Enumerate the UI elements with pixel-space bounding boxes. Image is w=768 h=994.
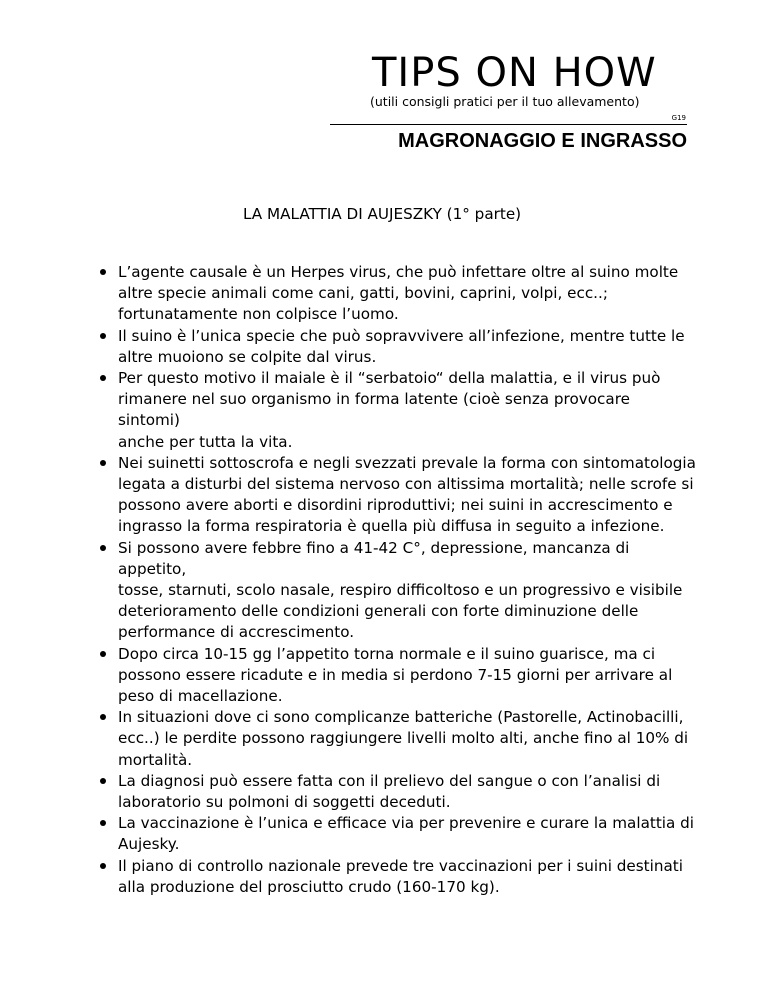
bullet-line: ecc..) le perdite possono raggiungere livelli molto alti, anche fino al 10% di	[118, 729, 689, 748]
bullet-dot-icon	[100, 375, 106, 381]
bullet-dot-icon	[100, 333, 106, 339]
bullet-item	[96, 262, 696, 326]
bullet-line: rimanere nel suo organismo in forma latente (cioè senza provocare sintomi)	[118, 390, 630, 430]
bullet-dot-icon	[100, 778, 106, 784]
bullet-line: Dopo circa 10-15 gg l’appetito torna normale e il suino guarisce, ma ci	[118, 644, 656, 663]
bullet-line: ingrasso la forma respiratoria è quella più diffusa in seguito a infezione.	[118, 517, 665, 536]
bullet-dot-icon	[100, 863, 106, 869]
bullet-line: alla produzione del prosciutto crudo (160-170 kg).	[118, 877, 500, 896]
header-subtitle: (utili consigli pratici per il tuo allevamento)	[370, 94, 640, 109]
bullet-line: fortunatamente non colpisce l’uomo.	[118, 305, 399, 324]
document-heading: LA MALATTIA DI AUJESZKY (1° parte)	[243, 205, 522, 223]
bullet-line: laboratorio su polmoni di soggetti deceduti.	[118, 793, 451, 812]
bullet-line: Il piano di controllo nazionale prevede tre vaccinazioni per i suini destinati	[118, 856, 683, 875]
bullet-item	[96, 707, 696, 771]
bullet-line: L’agente causale è un Herpes virus, che può infettare oltre al suino molte	[118, 263, 679, 281]
bullet-line: In situazioni dove ci sono complicanze batteriche (Pastorelle, Actinobacilli,	[118, 708, 684, 727]
bullet-line: possono avere aborti e disordini riproduttivi; nei suini in accrescimento e	[118, 496, 673, 515]
bullet-dot-icon	[100, 651, 106, 657]
bullet-line: mortalità.	[118, 750, 193, 769]
bullet-dot-icon	[100, 460, 106, 466]
section-title: MAGRONAGGIO E INGRASSO	[398, 130, 687, 152]
bullet-item	[96, 813, 696, 855]
bullet-line: Il suino è l’unica specie che può sopravvivere all’infezione, mentre tutte le	[118, 326, 685, 345]
bullet-line: altre muoiono se colpite dal virus.	[118, 347, 377, 366]
bullet-line: Aujesky.	[118, 835, 180, 854]
bullet-line: possono essere ricadute e in media si perdono 7-15 giorni per arrivare al	[118, 665, 673, 684]
bullet-item	[96, 771, 696, 813]
header-title: TIPS ON HOW	[372, 50, 657, 96]
bullet-line: altre specie animali come cani, gatti, bovini, caprini, volpi, ecc..;	[118, 284, 608, 303]
bullet-item	[96, 326, 696, 368]
bullet-item	[96, 856, 696, 898]
bullet-line: performance di accrescimento.	[118, 623, 355, 642]
bullet-list	[96, 262, 696, 898]
bullet-item	[96, 453, 696, 538]
bullet-line: Nei suinetti sottoscrofa e negli svezzati prevale la forma con sintomatologia	[118, 453, 696, 472]
bullet-line: La vaccinazione è l’unica e efficace via per prevenire e curare la malattia di	[118, 814, 695, 833]
bullet-item	[96, 644, 696, 708]
bullet-line: anche per tutta la vita.	[118, 432, 293, 451]
header-divider	[330, 124, 687, 125]
bullet-item	[96, 368, 696, 453]
bullet-line: deterioramento delle condizioni generali con forte diminuzione delle	[118, 602, 639, 621]
bullet-dot-icon	[100, 269, 106, 275]
bullet-dot-icon	[100, 714, 106, 720]
bullet-item	[96, 538, 696, 644]
bullet-dot-icon	[100, 545, 106, 551]
bullet-line: tosse, starnuti, scolo nasale, respiro difficoltoso e un progressivo e visibile	[118, 581, 683, 600]
bullet-line: legata a disturbi del sistema nervoso con altissima mortalità; nelle scrofe si	[118, 475, 694, 494]
bullet-line: La diagnosi può essere fatta con il prelievo del sangue o con l’analisi di	[118, 771, 661, 790]
bullet-line: Si possono avere febbre fino a 41-42 C°, depressione, mancanza di appetito,	[118, 538, 630, 578]
bullet-dot-icon	[100, 820, 106, 826]
bullet-line: peso di macellazione.	[118, 687, 283, 706]
bullet-line: Per questo motivo il maiale è il “serbatoio“ della malattia, e il virus può	[118, 369, 661, 388]
document-code: G19	[671, 114, 686, 122]
